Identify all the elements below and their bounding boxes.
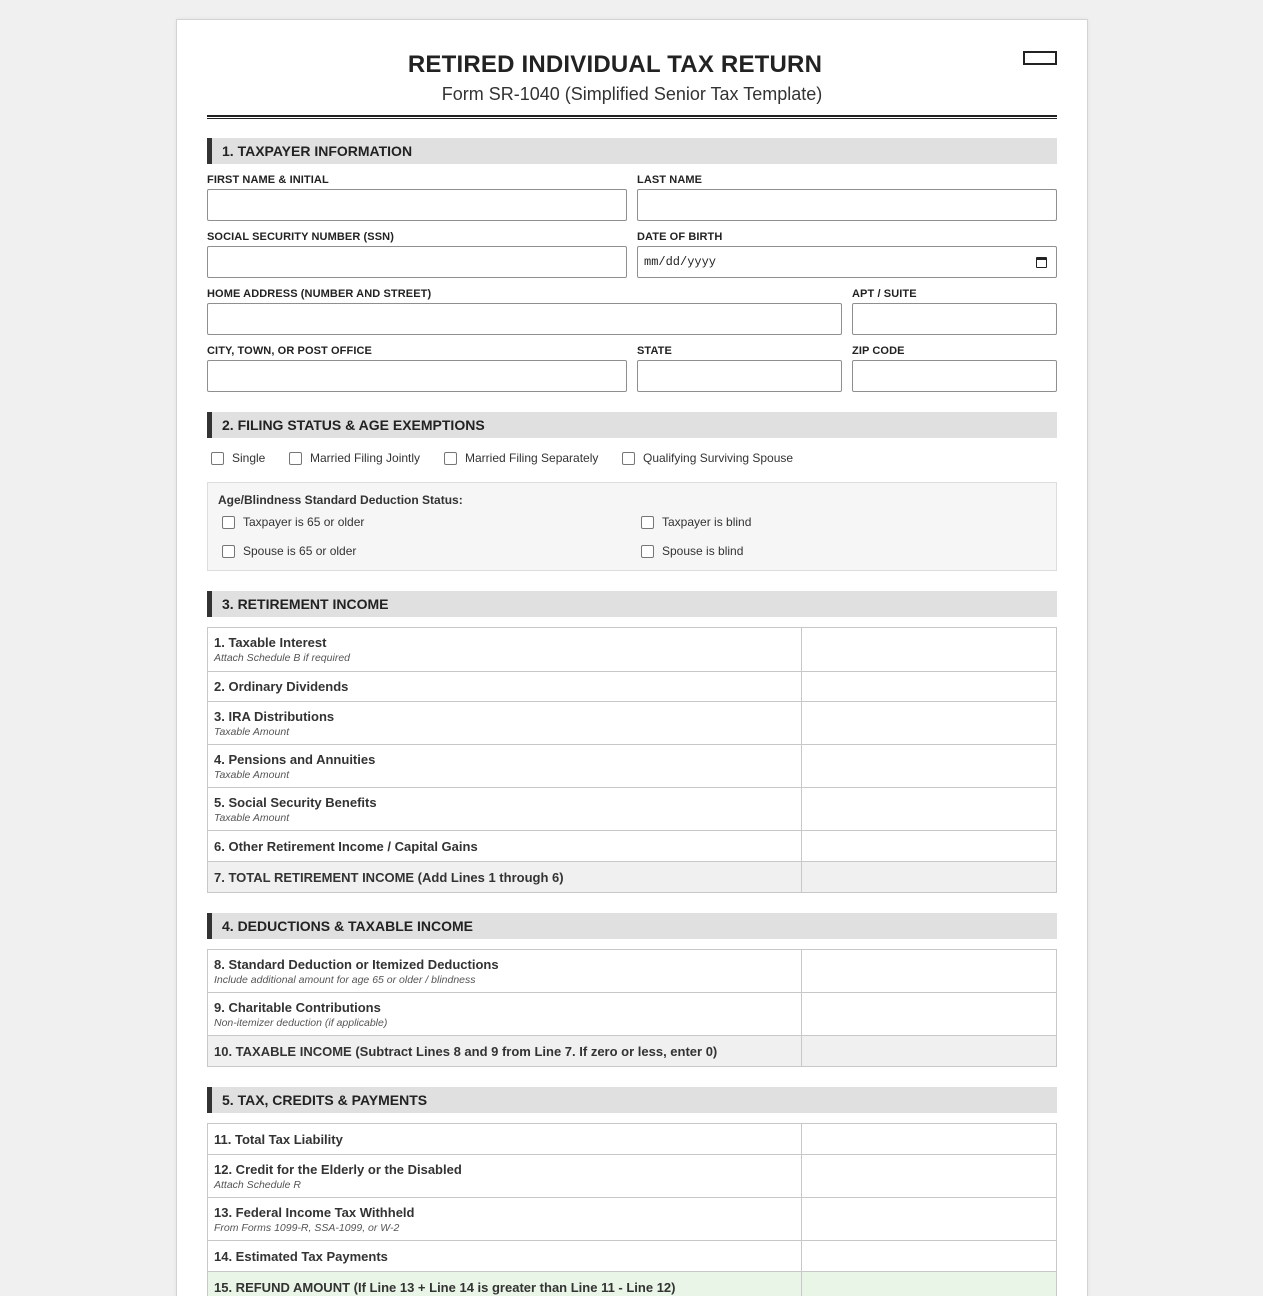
filing-married-jointly[interactable] [289, 451, 420, 465]
line-row [208, 672, 1056, 702]
filing-surviving-spouse[interactable] [622, 451, 793, 465]
line-note: From Forms 1099-R, SSA-1099, or W-2 [214, 1221, 400, 1234]
age-taxpayer-65-label: Taxpayer is 65 or older [243, 515, 365, 529]
line-3-amount-input[interactable] [802, 702, 1056, 744]
filing-single[interactable] [211, 451, 265, 465]
line-1-amount-input[interactable] [802, 628, 1056, 671]
section-tax-credits-payments: 5. TAX, CREDITS & PAYMENTS [207, 1087, 1057, 1113]
checkbox[interactable] [444, 452, 457, 465]
line-13-amount-input[interactable] [802, 1198, 1056, 1240]
checkbox[interactable] [641, 516, 654, 529]
header-divider [207, 115, 1057, 119]
zip-label: ZIP CODE [852, 345, 905, 357]
address-label: HOME ADDRESS (NUMBER AND STREET) [207, 288, 432, 300]
form-subtitle: Form SR-1040 (Simplified Senior Tax Template) [441, 84, 823, 104]
apt-input[interactable] [852, 303, 1057, 335]
line-note: Attach Schedule R [214, 1178, 301, 1191]
line-label: 10. TAXABLE INCOME (Subtract Lines 8 and 9 from Line 7. If zero or less, enter 0) [214, 1043, 718, 1059]
dob-label: DATE OF BIRTH [637, 231, 723, 243]
line-row [208, 831, 1056, 862]
ssn-label: SOCIAL SECURITY NUMBER (SSN) [207, 231, 394, 243]
section-filing-status: 2. FILING STATUS & AGE EXEMPTIONS [207, 412, 1057, 438]
filing-married-separately[interactable] [444, 451, 598, 465]
line-row [208, 628, 1056, 672]
line-6-amount-input[interactable] [802, 831, 1056, 861]
city-label: CITY, TOWN, OR POST OFFICE [207, 345, 372, 357]
city-input[interactable] [207, 360, 627, 392]
apt-label: APT / SUITE [852, 288, 917, 300]
line-row [208, 993, 1056, 1036]
last-name-label: LAST NAME [637, 174, 703, 186]
line-9-amount-input[interactable] [802, 993, 1056, 1035]
line-11-amount-input[interactable] [802, 1124, 1056, 1154]
zip-input[interactable] [852, 360, 1057, 392]
line-note: Taxable Amount [214, 811, 290, 824]
line-15-refund-field[interactable] [802, 1272, 1056, 1296]
line-row [208, 702, 1056, 745]
line-10-total-field[interactable] [802, 1036, 1056, 1066]
dob-placeholder: mm/dd/yyyy [644, 255, 717, 269]
line-note: Include additional amount for age 65 or older / blindness [214, 973, 476, 986]
line-label: 9. Charitable Contributions [214, 999, 381, 1015]
line-row [208, 745, 1056, 788]
line-note: Non-itemizer deduction (if applicable) [214, 1016, 388, 1029]
line-note: Attach Schedule B if required [214, 652, 350, 664]
form-title: RETIRED INDIVIDUAL TAX RETURN [407, 51, 823, 78]
line-row [208, 1124, 1056, 1155]
tax-payments-table [207, 1123, 1057, 1296]
filing-surviving-spouse-label: Qualifying Surviving Spouse [643, 451, 794, 465]
line-14-amount-input[interactable] [802, 1241, 1056, 1271]
corner-box [1023, 51, 1057, 65]
line-label: 14. Estimated Tax Payments [214, 1248, 388, 1264]
age-blindness-title: Age/Blindness Standard Deduction Status: [218, 493, 463, 507]
first-name-input[interactable] [207, 189, 627, 221]
line-row [208, 1198, 1056, 1241]
filing-single-label: Single [232, 451, 266, 465]
section-retirement-income: 3. RETIREMENT INCOME [207, 591, 1057, 617]
deductions-table [207, 949, 1057, 1067]
age-spouse-blind-label: Spouse is blind [662, 544, 744, 558]
filing-married-separately-label: Married Filing Separately [465, 451, 599, 465]
section-deductions: 4. DEDUCTIONS & TAXABLE INCOME [207, 913, 1057, 939]
line-4-amount-input[interactable] [802, 745, 1056, 787]
checkbox[interactable] [641, 545, 654, 558]
refund-row [208, 1272, 1056, 1296]
calendar-icon[interactable] [1036, 257, 1047, 268]
line-label: 15. REFUND AMOUNT (If Line 13 + Line 14 is greater than Line 11 - Line 12) [214, 1279, 676, 1295]
line-label: 12. Credit for the Elderly or the Disabled [214, 1161, 462, 1177]
line-8-amount-input[interactable] [802, 950, 1056, 992]
checkbox[interactable] [222, 516, 235, 529]
age-blindness-panel [207, 482, 1057, 571]
line-label: 13. Federal Income Tax Withheld [214, 1204, 415, 1220]
age-taxpayer-blind-label: Taxpayer is blind [662, 515, 752, 529]
age-taxpayer-blind[interactable] [641, 515, 751, 529]
line-label: 5. Social Security Benefits [214, 794, 377, 810]
ssn-input[interactable] [207, 246, 627, 278]
state-input[interactable] [637, 360, 842, 392]
line-label: 7. TOTAL RETIREMENT INCOME (Add Lines 1 through 6) [214, 869, 564, 885]
line-row [208, 950, 1056, 993]
line-label: 2. Ordinary Dividends [214, 679, 349, 694]
line-label: 6. Other Retirement Income / Capital Gains [214, 838, 478, 854]
line-label: 11. Total Tax Liability [214, 1131, 343, 1147]
section-taxpayer-information: 1. TAXPAYER INFORMATION [207, 138, 1057, 164]
state-label: STATE [637, 345, 672, 357]
line-12-amount-input[interactable] [802, 1155, 1056, 1197]
retirement-income-table [207, 627, 1057, 893]
checkbox[interactable] [211, 452, 224, 465]
line-label: 3. IRA Distributions [214, 708, 335, 724]
line-note: Taxable Amount [214, 768, 290, 781]
total-row [208, 1036, 1056, 1067]
age-spouse-blind[interactable] [641, 544, 743, 558]
age-spouse-65-label: Spouse is 65 or older [243, 544, 357, 558]
line-label: 1. Taxable Interest [214, 635, 327, 650]
line-row [208, 1155, 1056, 1198]
line-label: 8. Standard Deduction or Itemized Deductions [214, 956, 499, 972]
checkbox[interactable] [622, 452, 635, 465]
first-name-label: FIRST NAME & INITIAL [207, 174, 329, 186]
age-spouse-65[interactable] [222, 544, 356, 558]
line-note: Taxable Amount [214, 725, 290, 738]
form-header [207, 20, 1057, 120]
filing-married-jointly-label: Married Filing Jointly [310, 451, 421, 465]
line-2-amount-input[interactable] [802, 672, 1056, 701]
line-row [208, 1241, 1056, 1272]
last-name-input[interactable] [637, 189, 1057, 221]
address-input[interactable] [207, 303, 842, 335]
line-row [208, 788, 1056, 831]
line-label: 4. Pensions and Annuities [214, 751, 376, 767]
line-7-total-field[interactable] [802, 862, 1056, 892]
dob-input[interactable] [637, 246, 1057, 278]
checkbox[interactable] [289, 452, 302, 465]
line-5-amount-input[interactable] [802, 788, 1056, 830]
form-page [176, 19, 1088, 1296]
age-taxpayer-65[interactable] [222, 515, 364, 529]
checkbox[interactable] [222, 545, 235, 558]
total-row [208, 862, 1056, 893]
